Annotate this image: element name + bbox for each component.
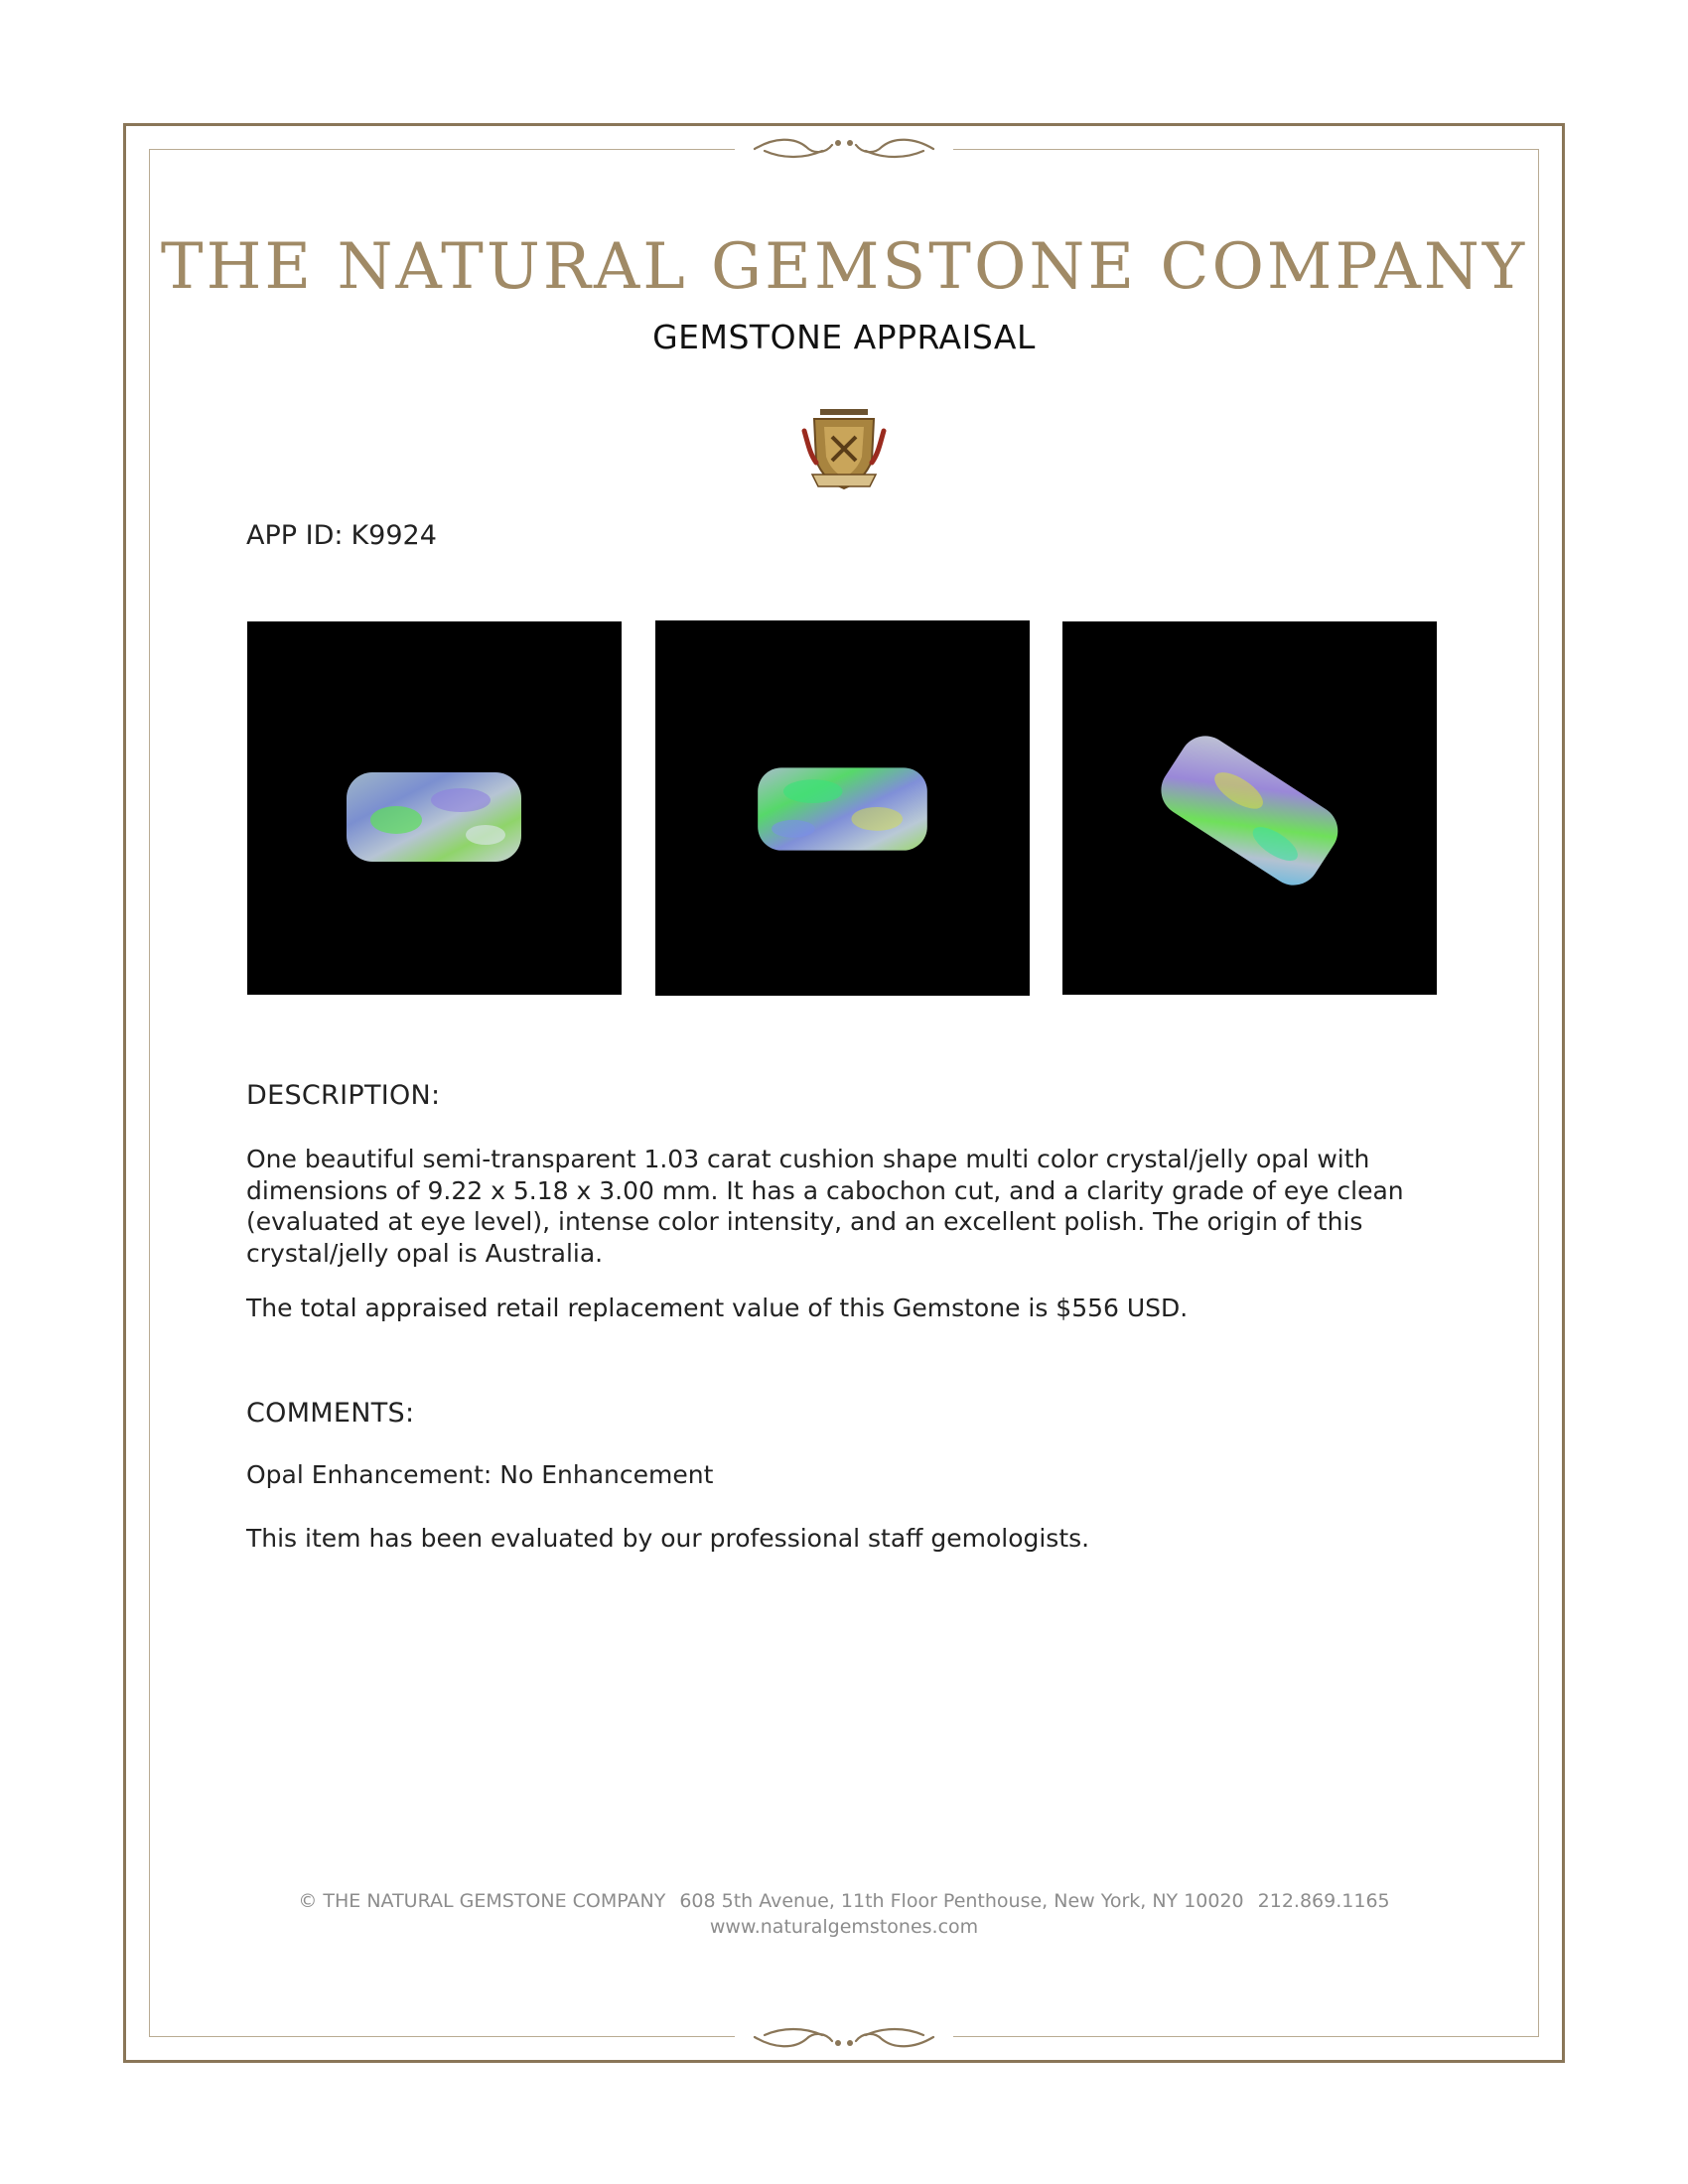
footer-address: 608 5th Avenue, 11th Floor Penthouse, New York, NY 10020 <box>679 1890 1244 1912</box>
enhancement-text: Opal Enhancement: No Enhancement <box>246 1460 714 1489</box>
app-id-label: APP ID: <box>246 520 344 551</box>
comments-heading: COMMENTS: <box>246 1398 415 1429</box>
description-heading: DESCRIPTION: <box>246 1080 441 1111</box>
top-ornament-icon <box>735 129 953 169</box>
opal-front-view-icon <box>247 621 622 995</box>
bottom-ornament-icon <box>735 2017 953 2057</box>
evaluation-text: This item has been evaluated by our professional staff gemologists. <box>246 1524 1090 1553</box>
footer-website[interactable]: www.naturalgemstones.com <box>709 1916 979 1938</box>
opal-angled-view-icon <box>655 620 1030 996</box>
document-type: GEMSTONE APPRAISAL <box>652 318 1036 356</box>
value-statement: The total appraised retail replacement value of this Gemstone is $556 USD. <box>246 1294 1189 1322</box>
gem-photo-angled <box>655 620 1030 996</box>
footer-phone: 212.869.1165 <box>1257 1890 1390 1912</box>
app-id-value: K9924 <box>351 520 437 551</box>
description-text: One beautiful semi-transparent 1.03 carat cushion shape multi color crystal/jelly opal with dimensions of 9.22 x 5.18 x 3.00 mm. It has a cabochon cut, and a clarity grade of eye clean (evaluated at eye level), intense color intensity, and an excellent polish. The origin of this crystal/jelly opal is Australia. <box>246 1145 1404 1268</box>
gem-photo-rotated <box>1062 621 1437 995</box>
opal-rotated-view-icon <box>1062 621 1437 995</box>
app-id <box>246 520 445 551</box>
gem-photo-front <box>247 621 622 995</box>
company-name: THE NATURAL GEMSTONE COMPANY <box>160 230 1528 304</box>
footer-contact <box>149 1890 1539 1912</box>
footer-copyright: © THE NATURAL GEMSTONE COMPANY <box>298 1890 666 1912</box>
company-crest-icon <box>800 401 888 496</box>
